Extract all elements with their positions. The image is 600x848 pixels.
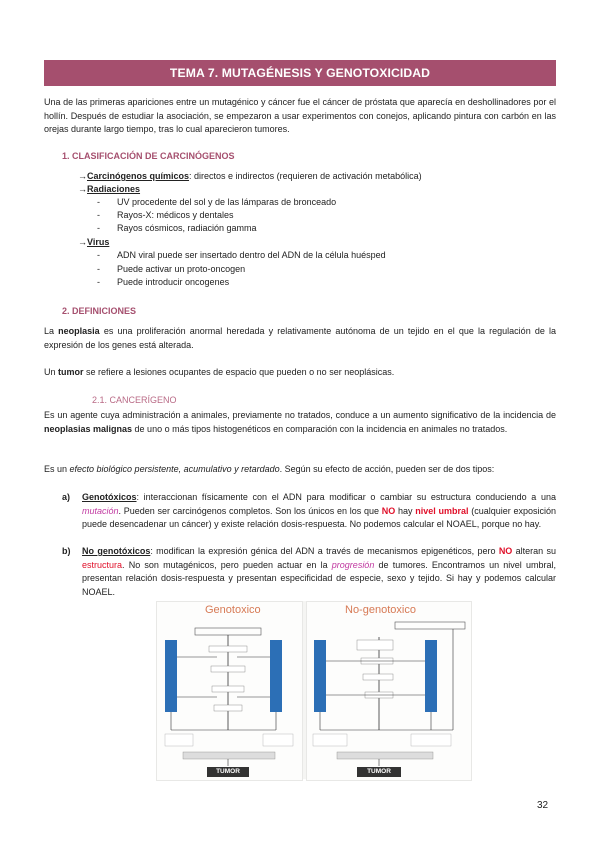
genotoxic-flow-svg (157, 602, 302, 780)
non-genotoxic-tumor-label: TUMOR (367, 768, 391, 775)
chemical-carcinogens-line: →Carcinógenos químicos: directos e indirectos (requieren de activación metabólica) (78, 171, 422, 181)
page-title: TEMA 7. MUTAGÉNESIS Y GENOTOXICIDAD (44, 60, 556, 86)
chemical-carcinogens-label: Carcinógenos químicos (87, 171, 190, 181)
intro-paragraph: Una de las primeras apariciones entre un mutagénico y cáncer fue el cáncer de próstata que aparecía en deshollinadores por el hollín. Después de estudiar la asociación, se empezaron a usar experimentos con conejos, aplicando pintura con carbón en las orejas durante largo tiempo, tras lo cual aparecieron tumores. (44, 97, 556, 135)
non-genotoxic-item: b) No genotóxicos: modifican la expresión génica del ADN a través de mecanismos epigenéticos, pero NO alteran su estructura. No son mutagénicos, pero pueden actuar en la progresión de tumores. Encontramos un nivel umbral, presentan relación dosis-respuesta y presentan especificidad de especie, sexo y tejido. Si hay y podemos calcular NOAEL. (62, 546, 556, 597)
genotoxic-tumor-label: TUMOR (216, 768, 240, 775)
virus-line: →Virus (78, 237, 110, 247)
genotoxic-diagram-title: Genotoxico (205, 604, 261, 616)
subsection-cancerigeno-heading: 2.1. CANCERÍGENO (92, 395, 177, 405)
genotoxic-item: a) Genotóxicos: interaccionan físicamente con el ADN para modificar o cambiar su estructura conduciendo a una mutación. Pueden ser carcinógenos completos. Son los únicos en los que NO hay nivel umbral (cualquier exposición puede desencadenar un cáncer) y existe relación dosis-respuesta. No podemos calcular el NOAEL, porque no hay. (62, 492, 556, 530)
radiation-label: Radiaciones (87, 184, 141, 194)
effect-paragraph: Es un efecto biológico persistente, acumulativo y retardado. Según su efecto de acción, pueden ser de dos tipos: (44, 464, 495, 474)
non-genotoxic-diagram (306, 601, 472, 781)
virus-label: Virus (87, 237, 110, 247)
radiation-line: →Radiaciones (78, 184, 141, 194)
genotoxic-diagram (156, 601, 303, 781)
non-genotoxic-diagram-title: No-genotoxico (345, 604, 416, 616)
carcinogen-mechanism-figure (156, 601, 471, 779)
non-genotoxic-flow-svg (307, 602, 471, 780)
non-genotoxic-label: No genotóxicos (82, 546, 151, 556)
cancerigeno-definition: Es un agente cuya administración a animales, previamente no tratados, conduce a un aumento significativo de la incidencia de neoplasias malignas de uno o más tipos histogenéticos en comparación con la incidencia en animales no tratados. (44, 410, 556, 434)
genotoxic-label: Genotóxicos (82, 492, 137, 502)
neoplasia-definition: La neoplasia es una proliferación anormal heredada y relativamente autónoma de un tejido en el que la regulación de la expresión de los genes está alterada. (44, 326, 556, 350)
page-number: 32 (537, 800, 549, 811)
tumor-definition: Un tumor se refiere a lesiones ocupantes de espacio que pueden o no ser neoplásicas. (44, 367, 395, 377)
section-1-heading: 1. CLASIFICACIÓN DE CARCINÓGENOS (62, 151, 235, 161)
section-2-heading: 2. DEFINICIONES (62, 306, 137, 316)
